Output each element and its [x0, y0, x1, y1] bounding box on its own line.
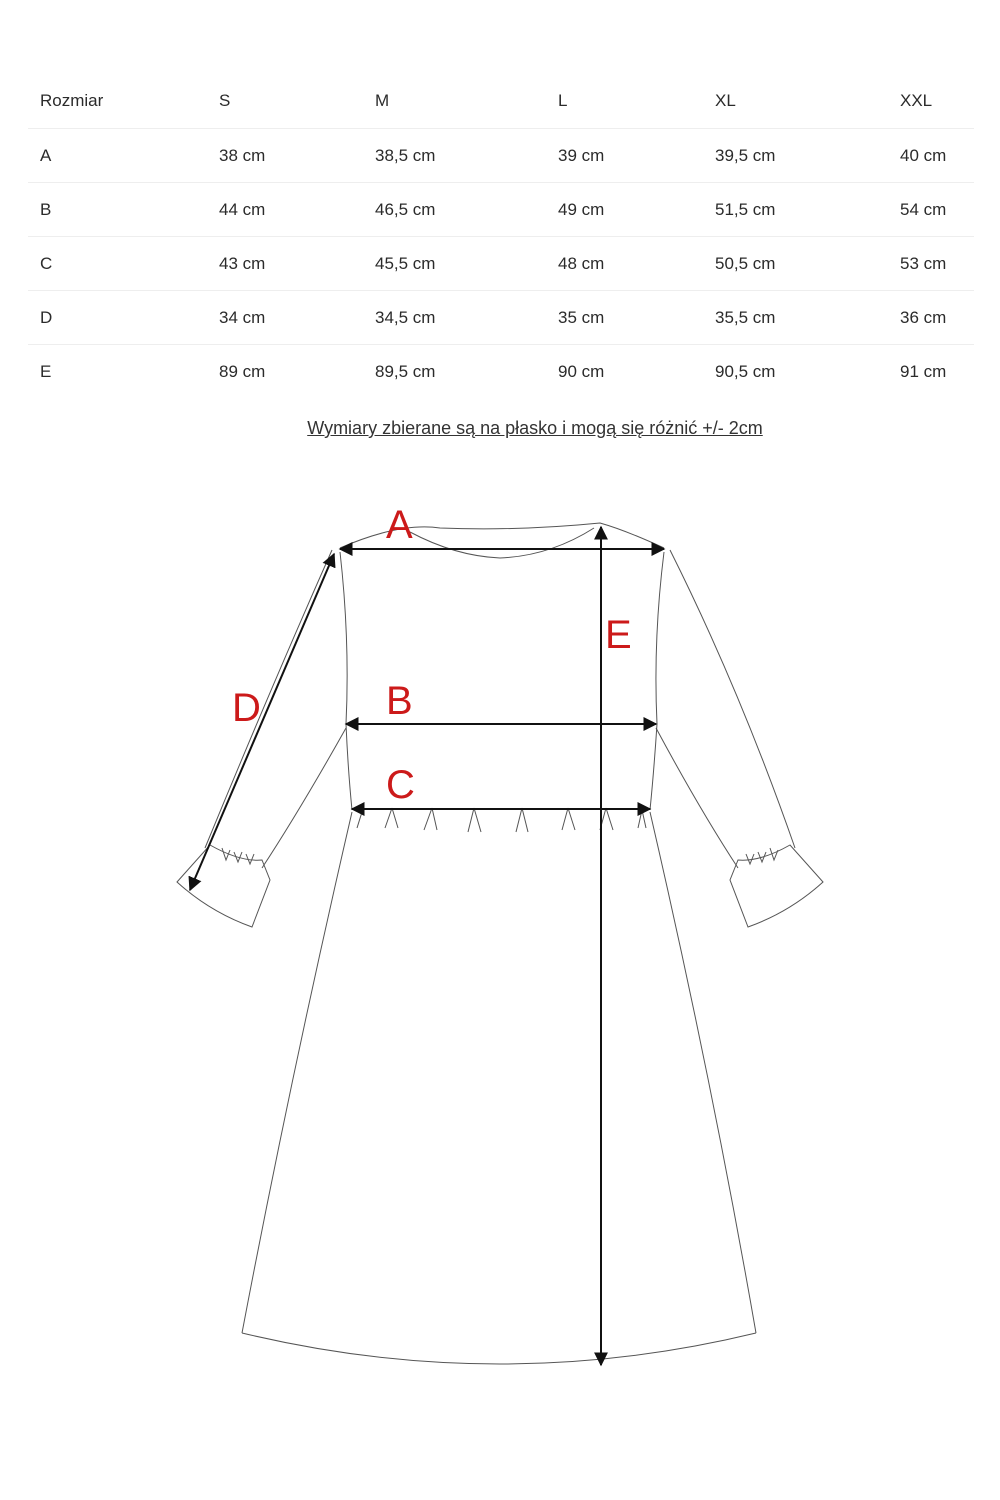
table-cell: 46,5 cm: [363, 183, 546, 237]
table-cell: C: [28, 237, 207, 291]
table-cell: 91 cm: [900, 361, 947, 381]
label-a: A: [386, 503, 413, 547]
table-cell: 54 cm: [888, 183, 974, 237]
skirt-hem: [242, 1333, 756, 1364]
header-cell: S: [207, 74, 363, 129]
table-cell: 44 cm: [207, 183, 363, 237]
label-d: D: [232, 686, 261, 730]
cuff-right: [730, 845, 823, 927]
measurement-arrows: [190, 527, 664, 1365]
table-cell: 35,5 cm: [703, 291, 888, 345]
table-cell: 39,5 cm: [703, 129, 888, 183]
measurement-note: Wymiary zbierane są na płasko i mogą się różnić +/- 2cm: [307, 418, 763, 438]
bodice-left-side: [340, 552, 352, 810]
table-cell: B: [28, 183, 207, 237]
label-b: B: [386, 679, 413, 723]
table-cell: 89,5 cm: [375, 361, 436, 381]
dress-outline: [177, 523, 823, 1364]
table-cell: 45,5 cm: [363, 237, 546, 291]
table-cell: 90 cm: [558, 361, 605, 381]
neckline-front: [410, 528, 594, 558]
table-cell: 36 cm: [888, 291, 974, 345]
table-cell: 38,5 cm: [363, 129, 546, 183]
skirt-right-side: [650, 812, 756, 1333]
table-cell: 40 cm: [888, 129, 974, 183]
table-cell: 39 cm: [546, 129, 703, 183]
sleeve-right-inner: [656, 728, 738, 868]
header-cell: XL: [703, 74, 888, 129]
sleeve-left-outer: [205, 550, 332, 848]
table-cell: 34,5 cm: [363, 291, 546, 345]
header-cell: L: [546, 74, 703, 129]
label-c: C: [386, 763, 415, 807]
sleeve-right-outer: [670, 550, 795, 848]
table-cell: 50,5 cm: [703, 237, 888, 291]
table-cell: 49 cm: [546, 183, 703, 237]
header-cell: M: [363, 74, 546, 129]
label-e: E: [605, 613, 632, 657]
table-cell: 35 cm: [546, 291, 703, 345]
table-cell: 38 cm: [207, 129, 363, 183]
table-cell: 53 cm: [888, 237, 974, 291]
header-cell: XXL: [888, 74, 974, 129]
cuff-gathers-left: [222, 848, 254, 864]
table-cell: A: [28, 129, 207, 183]
sleeve-left-inner: [262, 728, 346, 868]
bodice-right-side: [650, 552, 664, 810]
cuff-gathers-right: [746, 848, 778, 864]
skirt-left-side: [242, 812, 352, 1333]
table-cell: E: [40, 361, 52, 381]
arrow-d: [190, 554, 334, 890]
table-cell: 89 cm: [219, 361, 266, 381]
table-cell: 51,5 cm: [703, 183, 888, 237]
table-cell: 34 cm: [207, 291, 363, 345]
header-cell: Rozmiar: [28, 74, 207, 129]
table-cell: 48 cm: [546, 237, 703, 291]
waist-gathers: [357, 808, 646, 832]
table-cell: D: [28, 291, 207, 345]
table-cell: 90,5 cm: [715, 361, 776, 381]
table-cell: 43 cm: [207, 237, 363, 291]
